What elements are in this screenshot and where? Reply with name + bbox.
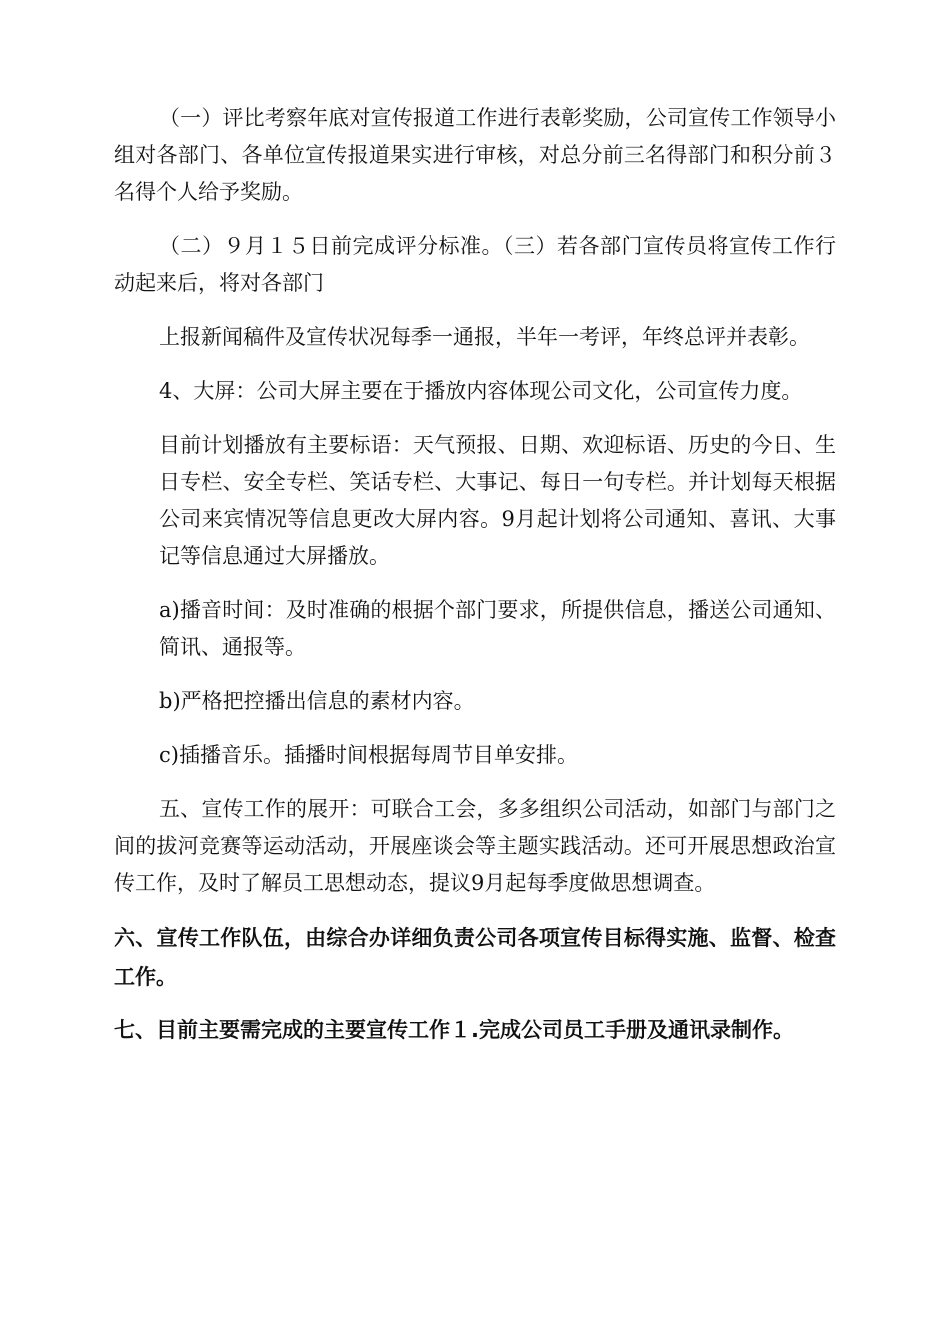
paragraph-music: c)插播音乐。插播时间根据每周节目单安排。 (159, 743, 578, 767)
paragraph-content-control: b)严格把控播出信息的素材内容。 (159, 689, 475, 713)
paragraph-scoring-standard: （二）９月１５日前完成评分标准。（三）若各部门宣传员将宣传工作行动起来后，将对各部门 (114, 234, 836, 295)
paragraph-section-five: 五、宣传工作的展开：可联合工会，多多组织公司活动，如部门与部门之间的拔河竞赛等运动活动，开展座谈会等主题实践活动。还可开展思想政治宣传工作，及时了解员工思想动态，提议9月起每季度做思想调查。 (114, 797, 836, 895)
paragraph-screen-plan: 目前计划播放有主要标语：天气预报、日期、欢迎标语、历史的今日、生日专栏、安全专栏、笑话专栏、大事记、每日一句专栏。并计划每天根据公司来宾情况等信息更改大屏内容。9月起计划将公司通知、喜讯、大事记等信息通过大屏播放。 (159, 433, 836, 568)
paragraph-big-screen: 4、大屏：公司大屏主要在于播放内容体现公司文化，公司宣传力度。 (159, 379, 803, 403)
paragraph-broadcast-time: a)播音时间：及时准确的根据个部门要求，所提供信息，播送公司通知、简讯、通报等。 (159, 598, 836, 659)
heading-section-six: 六、宣传工作队伍，由综合办详细负责公司各项宣传目标得实施、监督、检查工作。 (114, 926, 836, 989)
document-page (114, 100, 836, 1064)
heading-section-seven: 七、目前主要需完成的主要宣传工作１.完成公司员工手册及通讯录制作。 (114, 1018, 794, 1042)
paragraph-news-report: 上报新闻稿件及宣传状况每季一通报，半年一考评，年终总评并表彰。 (159, 325, 810, 349)
paragraph-award-evaluation: （一）评比考察年底对宣传报道工作进行表彰奖励，公司宣传工作领导小组对各部门、各单位宣传报道果实进行审核，对总分前三名得部门和积分前３名得个人给予奖励。 (114, 106, 836, 204)
